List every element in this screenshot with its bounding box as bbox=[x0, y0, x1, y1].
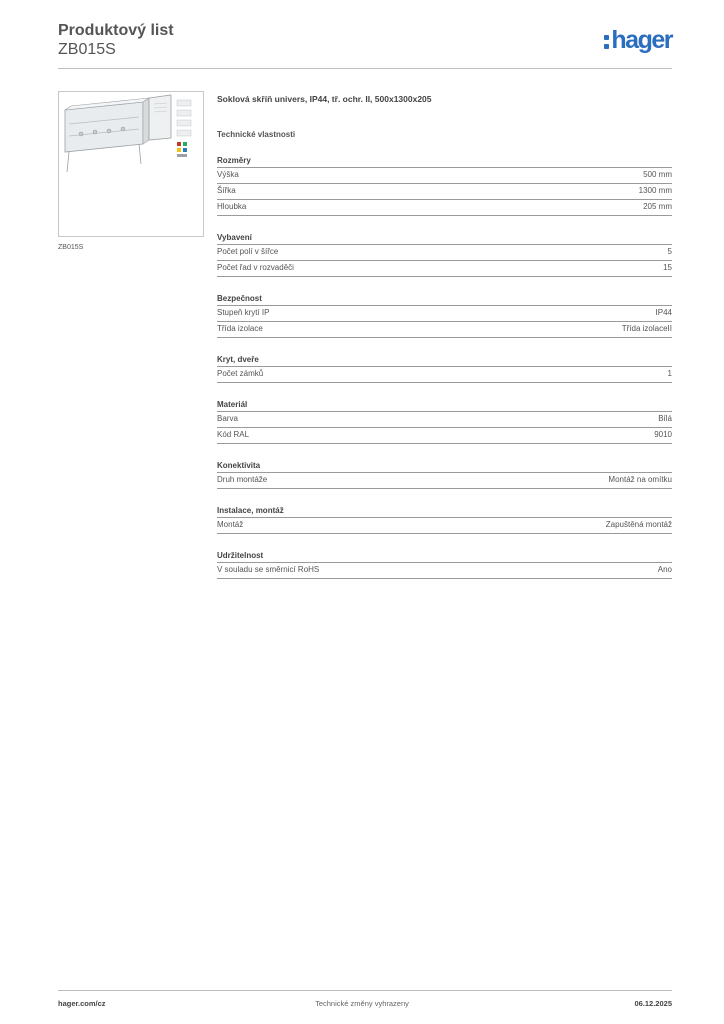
spec-label: Hloubka bbox=[217, 202, 247, 211]
spec-group bbox=[217, 551, 672, 579]
logo-dots bbox=[604, 35, 609, 49]
spec-value: 1300 mm bbox=[638, 186, 672, 195]
spec-group bbox=[217, 233, 672, 277]
product-name: Soklová skříň univers, IP44, tř. ochr. II, 500x1300x205 bbox=[217, 94, 432, 104]
spec-value: Zapuštěná montáž bbox=[605, 520, 672, 529]
spec-row bbox=[217, 563, 672, 579]
section-title: Technické vlastnosti bbox=[217, 130, 296, 139]
spec-row bbox=[217, 184, 672, 200]
footer-website-link[interactable]: hager.com/cz bbox=[58, 999, 106, 1008]
spec-value: 9010 bbox=[654, 430, 672, 439]
spec-label: Druh montáže bbox=[217, 475, 268, 484]
spec-group bbox=[217, 294, 672, 338]
hager-logo bbox=[604, 27, 672, 53]
spec-row bbox=[217, 200, 672, 216]
page-title: Produktový list bbox=[58, 22, 174, 39]
spec-value: 500 mm bbox=[643, 170, 672, 179]
spec-label: Počet řad v rozvaděči bbox=[217, 263, 294, 272]
product-code: ZB015S bbox=[58, 41, 116, 58]
header-divider bbox=[58, 68, 672, 69]
spec-group bbox=[217, 400, 672, 444]
spec-group-title: Vybavení bbox=[217, 233, 672, 245]
spec-group bbox=[217, 156, 672, 216]
spec-group-title: Materiál bbox=[217, 400, 672, 412]
spec-row bbox=[217, 518, 672, 534]
spec-row bbox=[217, 245, 672, 261]
spec-value: 1 bbox=[667, 369, 672, 378]
spec-value: 15 bbox=[663, 263, 672, 272]
spec-group-title: Instalace, montáž bbox=[217, 506, 672, 518]
spec-groups bbox=[217, 156, 672, 579]
spec-value: Ano bbox=[657, 565, 672, 574]
spec-value: 205 mm bbox=[643, 202, 672, 211]
spec-label: Třída izolace bbox=[217, 324, 263, 333]
spec-row bbox=[217, 261, 672, 277]
spec-label: Stupeň krytí IP bbox=[217, 308, 270, 317]
spec-value: Bílá bbox=[658, 414, 672, 423]
spec-label: Počet polí v šířce bbox=[217, 247, 279, 256]
spec-value: IP44 bbox=[655, 308, 672, 317]
spec-value: Montáž na omítku bbox=[608, 475, 672, 484]
spec-content bbox=[217, 94, 672, 579]
spec-label: Montáž bbox=[217, 520, 244, 529]
spec-group-title: Bezpečnost bbox=[217, 294, 672, 306]
spec-label: Počet zámků bbox=[217, 369, 264, 378]
spec-row bbox=[217, 306, 672, 322]
cabinet-illustration bbox=[59, 92, 203, 236]
spec-label: V souladu se směrnicí RoHS bbox=[217, 565, 320, 574]
spec-row bbox=[217, 412, 672, 428]
page-header bbox=[58, 22, 174, 60]
spec-row bbox=[217, 473, 672, 489]
footer-disclaimer: Technické změny vyhrazeny bbox=[315, 999, 409, 1008]
spec-row bbox=[217, 428, 672, 444]
spec-group bbox=[217, 461, 672, 489]
spec-value: 5 bbox=[667, 247, 672, 256]
product-image bbox=[58, 91, 204, 237]
spec-label: Šířka bbox=[217, 186, 236, 195]
spec-group-title: Konektivita bbox=[217, 461, 672, 473]
spec-label: Kód RAL bbox=[217, 430, 250, 439]
spec-group-title: Rozměry bbox=[217, 156, 672, 168]
spec-group bbox=[217, 506, 672, 534]
spec-row bbox=[217, 322, 672, 338]
logo-text: hager bbox=[611, 26, 672, 54]
footer-divider bbox=[58, 990, 672, 991]
spec-group-title: Udržitelnost bbox=[217, 551, 672, 563]
spec-group-title: Kryt, dveře bbox=[217, 355, 672, 367]
spec-value: Třída izolaceII bbox=[621, 324, 672, 333]
image-caption: ZB015S bbox=[58, 244, 84, 251]
spec-label: Výška bbox=[217, 170, 239, 179]
spec-row bbox=[217, 168, 672, 184]
spec-label: Barva bbox=[217, 414, 238, 423]
spec-group bbox=[217, 355, 672, 383]
footer-date: 06.12.2025 bbox=[634, 999, 672, 1008]
spec-row bbox=[217, 367, 672, 383]
